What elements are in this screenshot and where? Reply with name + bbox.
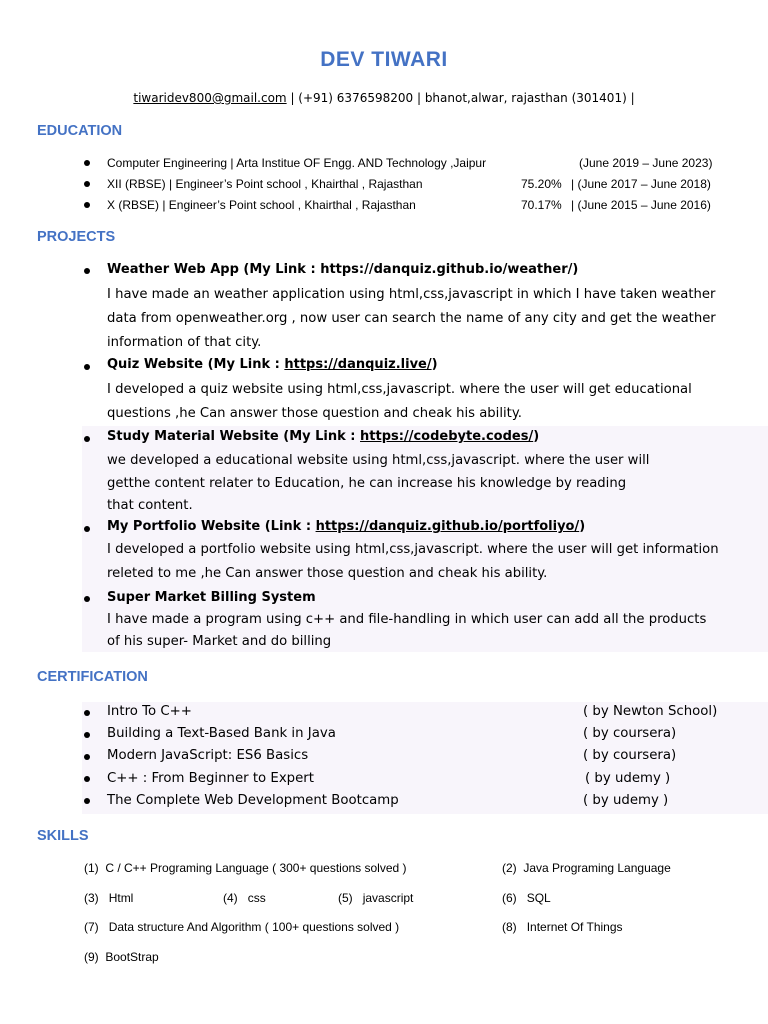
project-desc-line: questions ,he Can answer those question and cheak his ability. [107, 406, 522, 421]
certification-name: Intro To C++ [107, 704, 192, 719]
education-item-score: 75.20% [521, 177, 562, 191]
contact-line [0, 91, 768, 105]
skill-number: (6) [502, 891, 517, 905]
skill-item [502, 891, 551, 905]
email-link[interactable]: tiwaridev800@gmail.com [133, 91, 287, 105]
skill-text: css [247, 891, 266, 905]
bullet-icon [84, 181, 90, 187]
project-desc-line: I have made an weather application using html,css,javascript in which I have taken weather [107, 287, 716, 302]
skill-text: BootStrap [105, 950, 159, 964]
project-title [107, 357, 438, 372]
certification-provider: ( by udemy ) [583, 793, 669, 808]
skill-number: (7) [84, 920, 99, 934]
certification-name: Building a Text-Based Bank in Java [107, 726, 336, 741]
skill-number: (8) [502, 920, 517, 934]
skill-number: (4) [223, 891, 238, 905]
bullet-icon [84, 436, 90, 442]
education-item-text: X (RBSE) | Engineer’s Point school , Khairthal , Rajasthan [107, 198, 416, 212]
skill-item [223, 891, 266, 905]
project-link[interactable]: https://codebyte.codes/ [360, 429, 534, 444]
bullet-icon [84, 364, 90, 370]
bullet-icon [84, 776, 90, 782]
project-title-close: ) [579, 519, 586, 534]
project-title-close: ) [431, 357, 438, 372]
project-desc-line: data from openweather.org , now user can search the name of any city and get the weather [107, 311, 716, 326]
skill-text: Internet Of Things [526, 920, 623, 934]
education-heading: EDUCATION [37, 123, 123, 139]
project-desc-line: that content. [107, 498, 193, 513]
bullet-icon [84, 710, 90, 716]
project-desc-line: of his super- Market and do billing [107, 634, 332, 649]
skill-item [84, 891, 133, 905]
bullet-icon [84, 754, 90, 760]
project-title-text: Weather Web App (My Link : [107, 262, 321, 277]
bullet-icon [84, 526, 90, 532]
education-item-score: 70.17% [521, 198, 562, 212]
skill-item [84, 920, 399, 934]
skill-text: Html [108, 891, 134, 905]
certification-provider: ( by coursera) [583, 726, 677, 741]
bullet-icon [84, 732, 90, 738]
skills-heading: SKILLS [37, 828, 89, 844]
project-desc-line: getthe content relater to Education, he can increase his knowledge by reading [107, 476, 627, 491]
project-title [107, 429, 539, 444]
skill-item [84, 861, 407, 875]
project-link[interactable]: https://danquiz.github.io/portfoliyo/ [315, 519, 580, 534]
project-desc-line: I developed a quiz website using html,css,javascript. where the user will get educational [107, 382, 692, 397]
project-title [107, 262, 578, 277]
skill-text: SQL [526, 891, 551, 905]
skill-text: javascript [362, 891, 414, 905]
certification-provider: ( by Newton School) [583, 704, 718, 719]
project-title-text: My Portfolio Website (Link : [107, 519, 316, 534]
skill-number: (3) [84, 891, 99, 905]
project-desc-line: we developed a educational website using html,css,javascript. where the user will [107, 453, 650, 468]
skill-text: Java Programing Language [523, 861, 671, 875]
skill-item [338, 891, 413, 905]
bullet-icon [84, 798, 90, 804]
skill-number: (5) [338, 891, 353, 905]
certification-name: The Complete Web Development Bootcamp [107, 793, 399, 808]
resume-name: DEV TIWARI [320, 48, 448, 71]
skill-number: (9) [84, 950, 99, 964]
skill-item [502, 861, 671, 875]
certification-heading: CERTIFICATION [37, 669, 148, 685]
certification-provider: ( by udemy ) [585, 771, 671, 786]
project-title-text: Study Material Website (My Link : [107, 429, 361, 444]
project-desc-line: I have made a program using c++ and file-handling in which user can add all the products [107, 612, 707, 627]
education-item-period: (June 2019 – June 2023) [579, 156, 713, 170]
project-title [107, 590, 316, 605]
project-desc-line: information of that city. [107, 335, 262, 350]
project-title-close: ) [572, 262, 579, 277]
education-item-period: | (June 2015 – June 2016) [571, 198, 711, 212]
project-title [107, 519, 585, 534]
education-item-period: | (June 2017 – June 2018) [571, 177, 711, 191]
project-title-close: ) [533, 429, 540, 444]
education-item-text: Computer Engineering | Arta Institue OF Engg. AND Technology ,Jaipur [107, 156, 487, 170]
projects-heading: PROJECTS [37, 229, 116, 245]
project-title-text: Super Market Billing System [107, 590, 316, 605]
skill-text: Data structure And Algorithm ( 100+ questions solved ) [108, 920, 400, 934]
project-title-text: Quiz Website (My Link : [107, 357, 285, 372]
education-item-text: XII (RBSE) | Engineer’s Point school , Khairthal , Rajasthan [107, 177, 423, 191]
bullet-icon [84, 596, 90, 602]
project-desc-line: I developed a portfolio website using html,css,javascript. where the user will get information [107, 542, 719, 557]
skill-item [502, 920, 623, 934]
bullet-icon [84, 268, 90, 274]
certification-provider: ( by coursera) [583, 748, 677, 763]
bullet-icon [84, 202, 90, 208]
project-link[interactable]: https://danquiz.live/ [284, 357, 432, 372]
bullet-icon [84, 160, 90, 166]
project-desc-line: releted to me ,he Can answer those question and cheak his ability. [107, 566, 548, 581]
project-link[interactable]: https://danquiz.github.io/weather/ [320, 262, 573, 277]
skill-item [84, 950, 159, 964]
certification-name: Modern JavaScript: ES6 Basics [107, 748, 309, 763]
contact-details: | (+91) 6376598200 | bhanot,alwar, rajasthan (301401) | [286, 91, 635, 105]
skill-number: (2) [502, 861, 517, 875]
skill-number: (1) [84, 861, 99, 875]
certification-name: C++ : From Beginner to Expert [107, 771, 314, 786]
skill-text: C / C++ Programing Language ( 300+ questions solved ) [105, 861, 407, 875]
